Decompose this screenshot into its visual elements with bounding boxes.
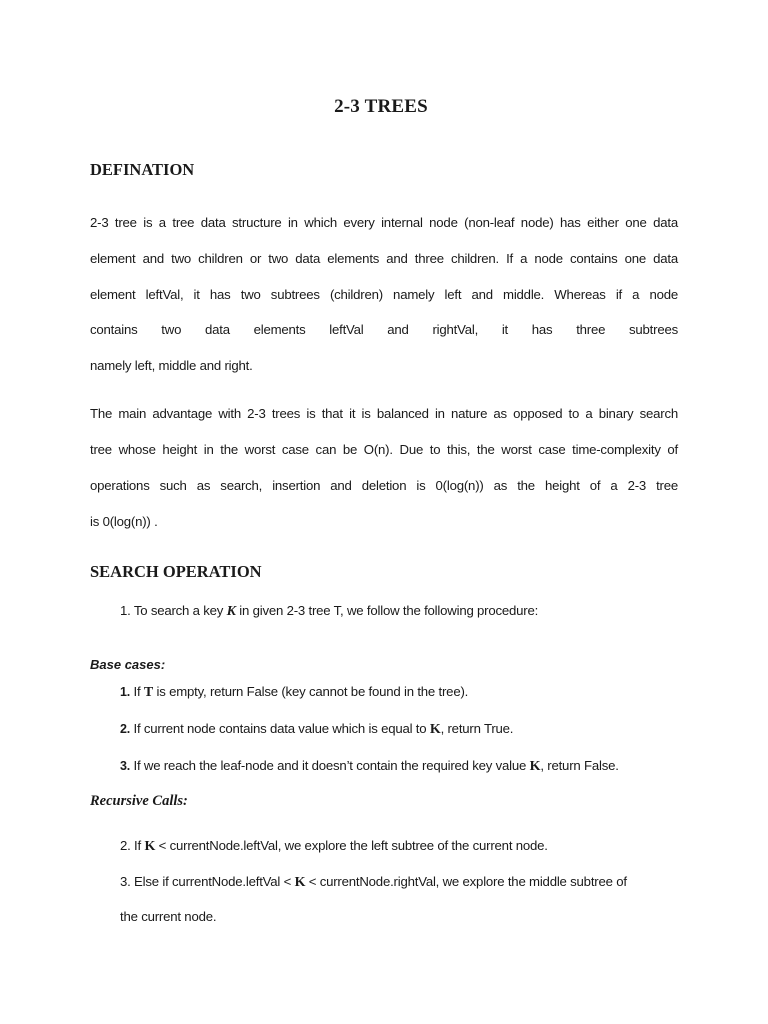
definition-heading: DEFINATION — [90, 160, 195, 179]
search-intro-prefix: 1. To search a key — [120, 603, 227, 618]
recursive-calls-heading: Recursive Calls: — [90, 793, 188, 809]
definition-line-1: 2-3 tree is a tree data structure in which every internal node (non-leaf node) has either one data — [90, 215, 678, 230]
recursive-call-continuation: the current node. — [120, 909, 217, 924]
search-key: K — [226, 604, 236, 619]
base-case-number: 1. — [120, 685, 131, 699]
search-heading: SEARCH OPERATION — [90, 562, 262, 581]
advantage-line-1: The main advantage with 2-3 trees is that it is balanced in nature as opposed to a binary search — [90, 406, 678, 421]
advantage-line-4: is 0(log(n)) . — [90, 514, 158, 529]
advantage-line-2: tree whose height in the worst case can be O(n). Due to this, the worst case time-complexity of — [90, 442, 678, 457]
recursive-call-item: 2. If K < currentNode.leftVal, we explore the left subtree of the current node. — [120, 838, 548, 854]
definition-line-2: element and two children or two data elements and three children. If a node contains one data — [90, 251, 678, 266]
base-case-item: 3. If we reach the leaf-node and it doesn’t contain the required key value K, return False. — [120, 758, 619, 774]
definition-line-4: contains two data elements leftVal and rightVal, it has three subtrees — [90, 322, 678, 337]
base-case-number: 3. — [120, 759, 131, 773]
base-case-item: 2. If current node contains data value which is equal to K, return True. — [120, 721, 514, 737]
definition-line-5: namely left, middle and right. — [90, 358, 253, 373]
search-intro — [120, 603, 538, 620]
base-case-number: 2. — [120, 722, 131, 736]
advantage-line-3: operations such as search, insertion and deletion is 0(log(n)) as the height of a 2-3 tree — [90, 478, 678, 493]
search-intro-suffix: in given 2-3 tree T, we follow the following procedure: — [235, 603, 539, 618]
definition-line-3: element leftVal, it has two subtrees (children) namely left and middle. Whereas if a node — [90, 287, 678, 302]
page-title: 2-3 TREES — [334, 96, 428, 117]
recursive-call-item: 3. Else if currentNode.leftVal < K < currentNode.rightVal, we explore the middle subtree of — [120, 874, 627, 890]
base-cases-heading: Base cases: — [90, 657, 166, 672]
base-case-item: 1. If T is empty, return False (key cannot be found in the tree). — [120, 684, 469, 700]
